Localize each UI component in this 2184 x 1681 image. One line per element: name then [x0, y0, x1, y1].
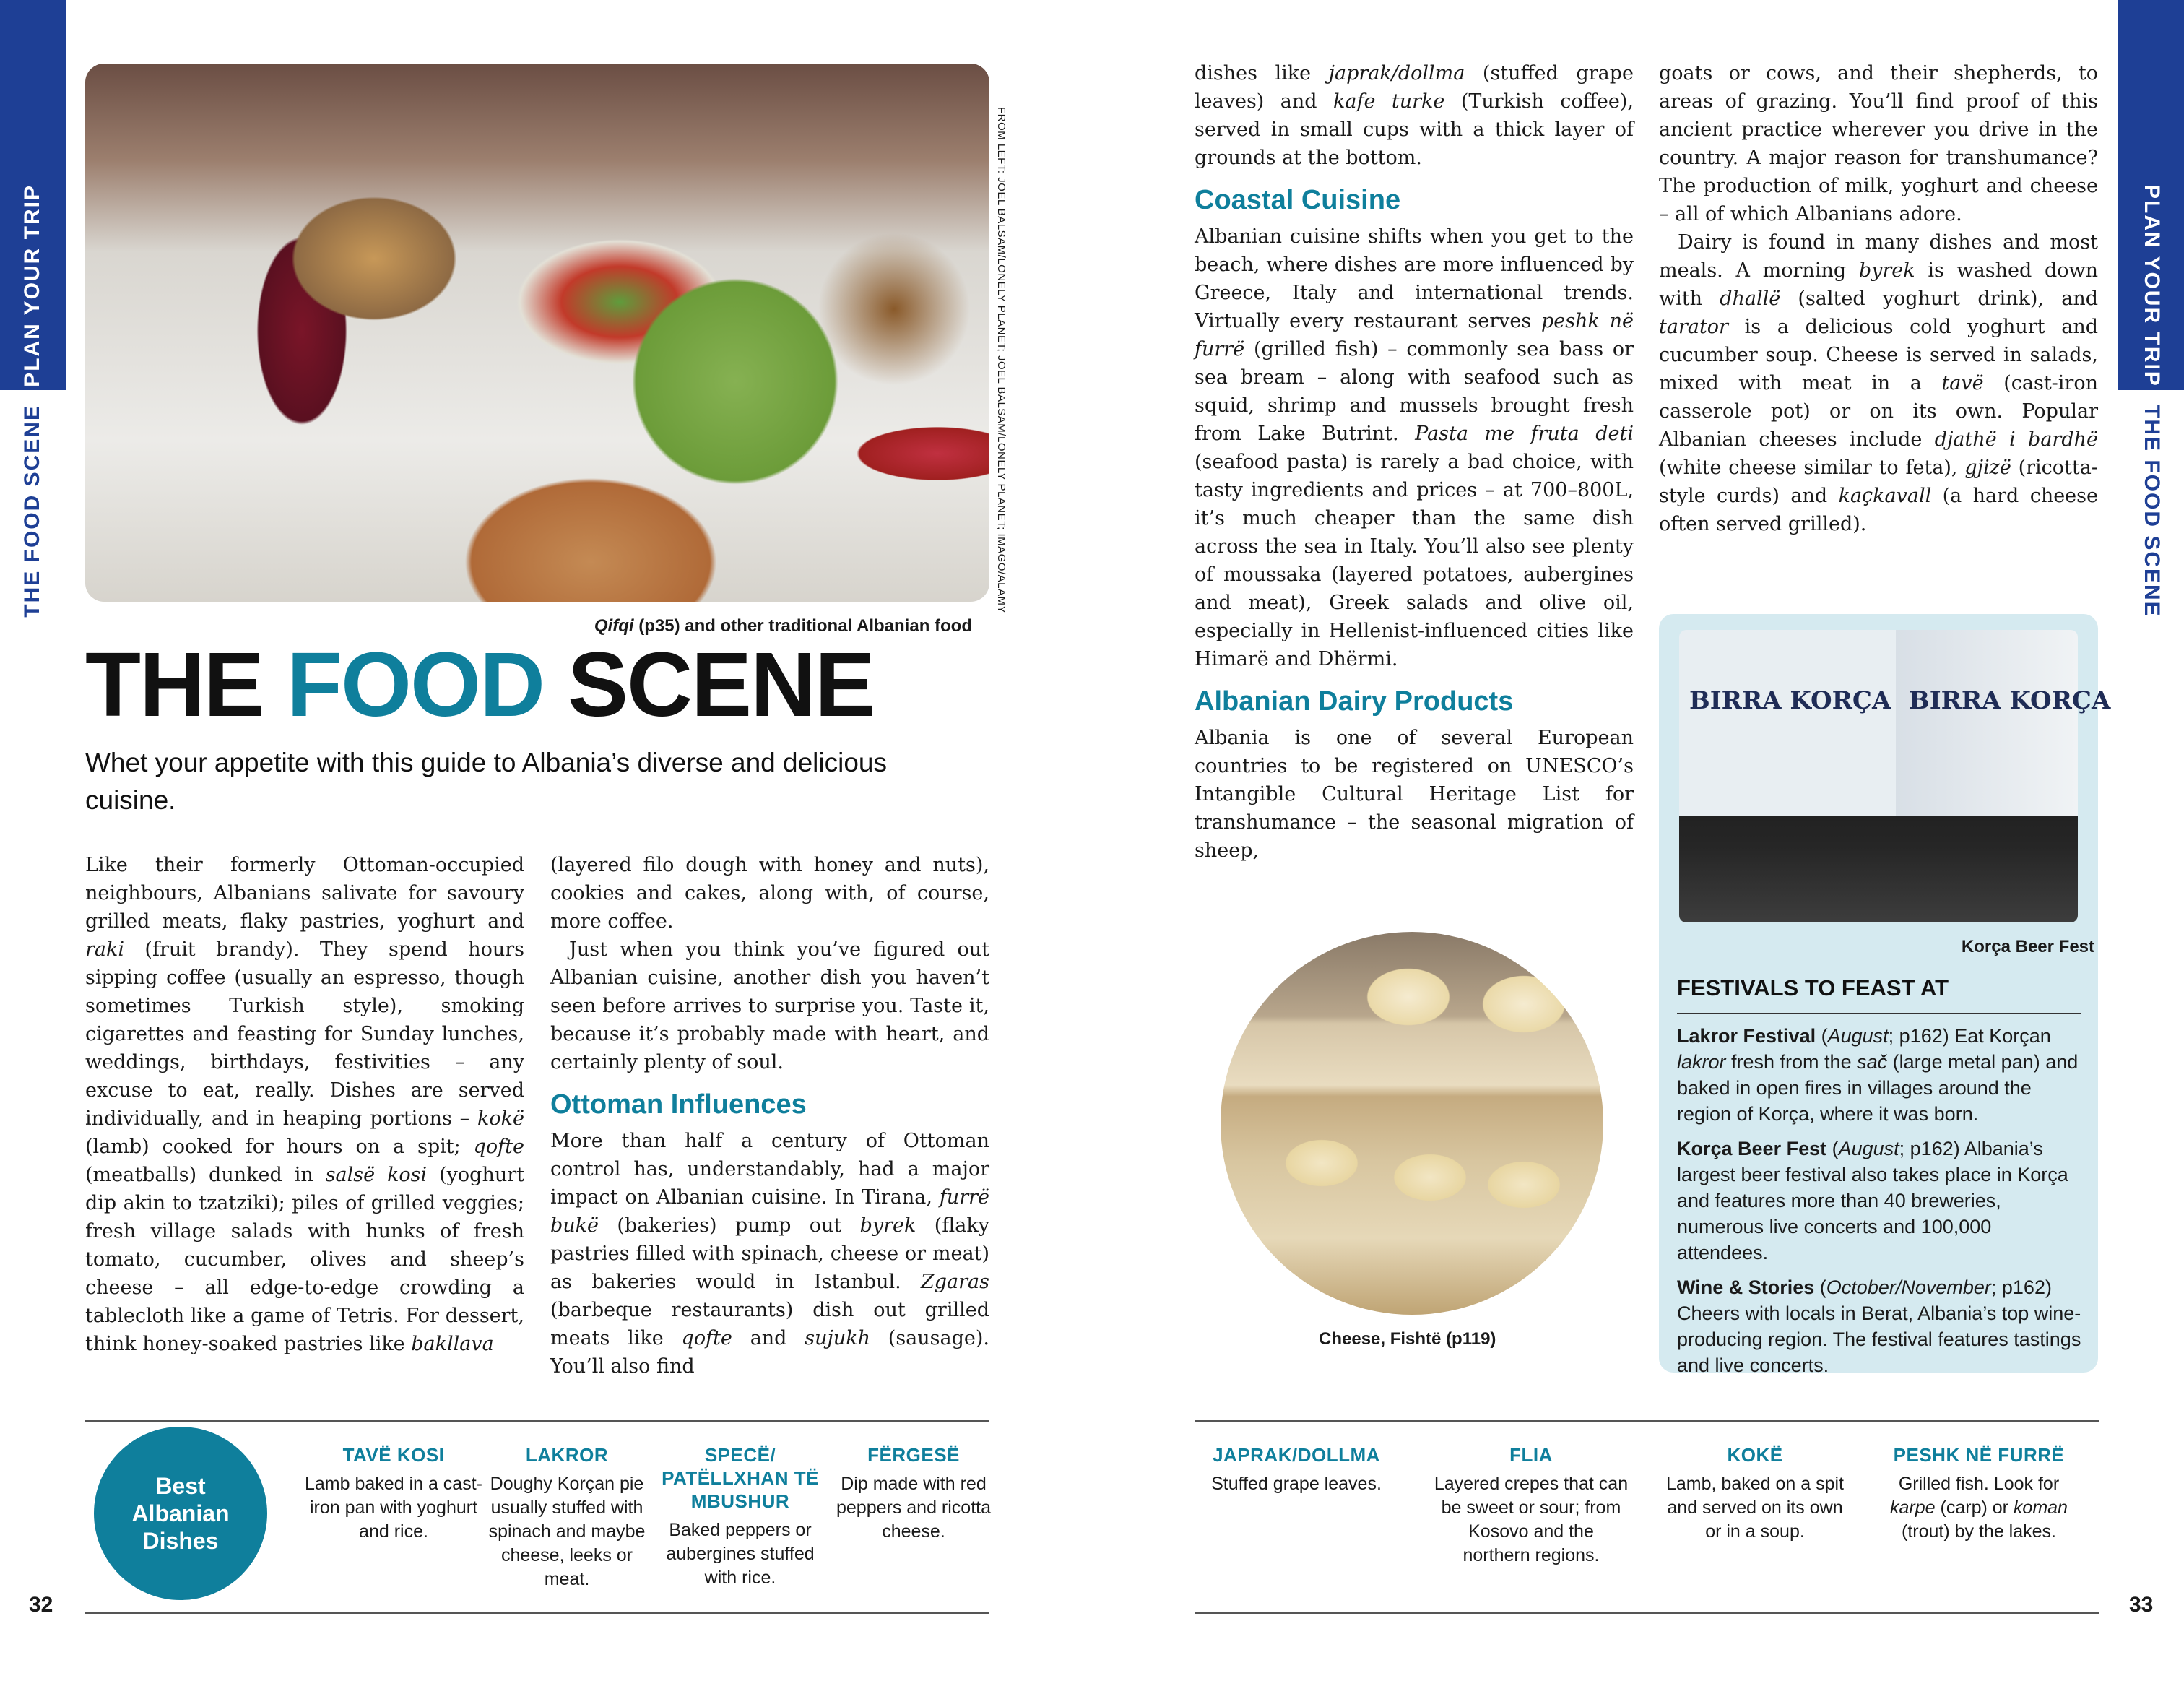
festival-when: August [1827, 1025, 1889, 1047]
title-accent: FOOD [287, 634, 544, 735]
text-run-italic: koman [2013, 1498, 2068, 1518]
cheese-photo [1221, 932, 1603, 1315]
body-paragraph [1195, 222, 1634, 673]
text-run-italic: bakllava [411, 1333, 494, 1355]
left-chapter-label: THE FOOD SCENE [20, 405, 44, 618]
text-run: dishes like [1195, 62, 1329, 85]
text-run-italic: kokë [477, 1107, 524, 1130]
text-run: (meatballs) dunked in [85, 1164, 326, 1186]
text-run: (trout) by the lakes. [1902, 1521, 2056, 1542]
text-run: (bakeries) pump out [599, 1214, 860, 1237]
festival-text-italic: sač [1857, 1051, 1888, 1073]
text-run: (a hard cheese often served grilled). [1659, 485, 2098, 535]
festival-when: October/November [1826, 1276, 1991, 1298]
photo-credit: FROM LEFT: JOEL BALSAM/LONELY PLANET; JOEL BALSAM/LONELY PLANET; IMAGO/ALAMY [995, 107, 1008, 613]
dish-name: FËRGESË [867, 1444, 960, 1466]
text-run: (ricotta-style curds) and [1659, 457, 2098, 507]
body-paragraph: Albania is one of several European countries to be registered on UNESCO’s Intangible Cultural Heritage List for transhumance – the seasonal migration of sheep, [1195, 727, 1634, 862]
text-run: (cast-iron casserole pot) or on its own. Popular Albanian cheeses include [1659, 372, 2098, 451]
best-dishes-badge-label: Best Albanian Dishes [131, 1473, 230, 1554]
text-run-italic: dhallë [1720, 288, 1781, 310]
festival-text-italic: lakror [1677, 1051, 1726, 1073]
text-run-italic: byrek [859, 1214, 916, 1237]
dish-lakror [477, 1443, 657, 1591]
heading-coastal: Coastal Cuisine [1195, 185, 1401, 215]
text-run-italic: byrek [1858, 259, 1915, 282]
text-run: (barbeque restaurants) dish out grilled meats like [550, 1299, 989, 1349]
body-paragraph: (layered filo dough with honey and nuts), cookies and cakes, along with, of course, more coffee. [550, 854, 989, 933]
body-paragraph [1659, 228, 2098, 538]
dish-fergese [823, 1443, 1004, 1544]
body-column-2 [550, 851, 989, 1380]
beer-banner-right: BIRRA KORÇA [1909, 686, 2111, 715]
festival-name: Korça Beer Fest [1677, 1138, 1827, 1159]
dish-peshk [1881, 1443, 2076, 1544]
intro-text: Whet your appetite with this guide to Albania’s diverse and delicious cuisine. [85, 748, 887, 815]
heading-dairy: Albanian Dairy Products [1195, 686, 1514, 717]
text-run: (flaky pastries filled with spinach, cheese or meat) as bakeries would in Istanbul. [550, 1214, 989, 1293]
text-run-italic: kaçkavall [1838, 485, 1932, 507]
festival-when: August [1838, 1138, 1899, 1159]
text-run-italic: karpe [1890, 1498, 1936, 1518]
text-run-italic: kafe turke [1333, 90, 1445, 113]
text-run: (stuffed grape leaves) and [1195, 62, 1634, 113]
text-run-italic: djathë i bardhë [1934, 428, 2098, 451]
text-run: (carp) or [1935, 1498, 2014, 1518]
dish-description: Layered crepes that can be sweet or sour; from Kosovo and the northern regions. [1434, 1474, 1629, 1565]
dishes-bottom-rule-right [1195, 1612, 2099, 1614]
festival-name: Lakror Festival [1677, 1025, 1816, 1047]
text-run: is washed down with [1659, 259, 2098, 310]
dish-japrak [1202, 1443, 1390, 1496]
text-run-italic: gjizë [1964, 457, 2011, 479]
body-paragraph [550, 1127, 989, 1380]
caption-dish-name: Qifqi [594, 616, 634, 636]
title-part-1: THE [85, 634, 287, 735]
festival-page: ; p162) [1899, 1138, 1964, 1159]
beer-fest-photo [1679, 630, 2111, 922]
festival-item: Lakror Festival (August; p162) Eat Korçan lakror fresh from the sač (large metal pan) and baked in open fires in villages around the region of Korça, where it was born. [1677, 1025, 2079, 1125]
text-run: Albanian cuisine shifts when you get to the beach, where dishes are more influenced by Greece, Italy and international trends. Virtually every restaurant serves [1195, 225, 1634, 332]
right-chapter-label: THE FOOD SCENE [2140, 405, 2164, 618]
dish-description: Lamb, baked on a spit and served on its own or in a soup. [1666, 1474, 1844, 1542]
text-run: (lamb) cooked for hours on a spit; [85, 1136, 474, 1158]
heading-ottoman: Ottoman Influences [550, 1089, 807, 1120]
dish-description: Stuffed grape leaves. [1211, 1474, 1382, 1494]
festival-page: ; p162) [1990, 1276, 2052, 1298]
festival-text: (large metal pan) and baked in open fires in villages around the region of Korça, where it was born. [1677, 1051, 2079, 1125]
text-run: is a delicious cold yoghurt and cucumber soup. Cheese is served in salads, mixed with meat in a [1659, 316, 2098, 394]
festivals-list [1677, 1023, 2081, 1387]
text-run-italic: qofte [681, 1327, 732, 1349]
dish-name: JAPRAK/DOLLMA [1213, 1444, 1380, 1466]
text-run-italic: Pasta me fruta deti [1415, 423, 1634, 445]
right-section-label: PLAN YOUR TRIP [2140, 184, 2164, 387]
text-run-italic: tarator [1659, 316, 1728, 338]
festival-item: Wine & Stories (October/November; p162) Cheers with locals in Berat, Albania’s top wine-producing region. The festival features tastings and live concerts. [1677, 1276, 2081, 1376]
best-dishes-badge [94, 1427, 267, 1600]
beer-banner-left: BIRRA KORÇA [1689, 686, 1892, 715]
dishes-top-rule-right [1195, 1420, 2099, 1422]
body-paragraph [1195, 59, 1634, 172]
dish-name: TAVË KOSI [342, 1444, 445, 1466]
body-paragraph: Just when you think you’ve figured out Albanian cuisine, another dish you haven’t seen before arrives to surprise you. Taste it, because it’s probably made with heart, and certainly plenty of soul. [550, 938, 989, 1073]
text-run: More than half a century of Ottoman control has, understandably, had a major impact on Albanian cuisine. In Tirana, [550, 1130, 989, 1209]
dish-description: Baked peppers or aubergines stuffed with rice. [666, 1520, 815, 1588]
left-section-label: PLAN YOUR TRIP [20, 184, 44, 387]
food-photo [85, 64, 989, 602]
text-run-italic: Zgaras [920, 1271, 989, 1293]
festival-text: fresh from the [1725, 1051, 1858, 1073]
dish-name: PESHK NË FURRË [1893, 1444, 2065, 1466]
page-title [85, 634, 875, 735]
dish-description: Doughy Korçan pie usually stuffed with spinach and maybe cheese, leeks or meat. [488, 1474, 646, 1589]
festival-page: ; p162) [1888, 1025, 1955, 1047]
text-run-italic: salsë kosi [325, 1164, 428, 1186]
text-run: (seafood pasta) is rarely a bad choice, with tasty ingredients and prices – at 700–800L, it’s much cheaper than the same dish across the sea in Italy. You’ll also see plenty of moussaka (layered potatoes, aubergines and meat), Greek salads and olive oil, especially in Hellenist-influenced cities like Himarë and Dhërmi. [1195, 451, 1634, 670]
dish-description: Dip made with red peppers and ricotta cheese. [836, 1474, 992, 1542]
festival-text: Cheers with locals in Berat, Albania’s top wine-producing region. The festival features tastings and live concerts. [1677, 1302, 2081, 1376]
dish-flia [1434, 1443, 1629, 1568]
dish-name: LAKROR [525, 1444, 609, 1466]
festivals-heading: FESTIVALS TO FEAST AT [1677, 975, 2081, 1014]
text-run: (Turkish coffee), served in small cups with a thick layer of grounds at the bottom. [1195, 90, 1634, 169]
title-part-2: SCENE [544, 634, 875, 735]
body-column-3 [1195, 59, 1634, 865]
text-run: (grilled fish) – commonly sea bass or sea bream – along with seafood such as squid, shrimp and mussels brought fresh from Lake Butrint. [1195, 338, 1634, 445]
dishes-top-rule-left [85, 1420, 989, 1422]
dish-name: FLIA [1509, 1444, 1553, 1466]
text-run-italic: peshk në furrë [1195, 310, 1634, 360]
body-paragraph [85, 851, 524, 1358]
text-run: Dairy is found in many dishes and most meals. A morning [1659, 231, 2098, 282]
text-run: (yoghurt dip akin to tzatziki); piles of grilled veggies; fresh village salads with hunks of fresh tomato, cucumber, olives and sheep’s cheese – all edge-to-edge crowding a tablecloth like a game of Tetris. For dessert, think honey-soaked pastries like [85, 1164, 525, 1355]
text-run-italic: qofte [473, 1136, 524, 1158]
text-run: and [732, 1327, 805, 1349]
dish-spece [650, 1443, 831, 1590]
dish-name: KOKË [1727, 1444, 1783, 1466]
page-number-left: 32 [29, 1593, 53, 1617]
dish-name: SPECË/ PATËLLXHAN TË MBUSHUR [662, 1444, 819, 1512]
text-run: (white cheese similar to feta), [1659, 457, 1965, 479]
text-run: (fruit brandy). They spend hours sipping coffee (usually an espresso, though sometimes Turkish style), smoking cigarettes and feasting for Sunday lunches, weddings, birthdays, festivities – any excuse to eat, really. Dishes are served individually, and in heaping portions – [85, 938, 524, 1130]
page-number-right: 33 [2129, 1593, 2154, 1617]
dish-koke [1658, 1443, 1852, 1544]
dish-description [1881, 1472, 2076, 1544]
body-column-1 [85, 851, 524, 1358]
festival-item: Korça Beer Fest (August; p162) Albania’s largest beer festival also takes place in Korça and features more than 40 breweries, numerous live concerts and 100,000 attendees. [1677, 1138, 2068, 1263]
dish-tave-kosi [303, 1443, 484, 1544]
text-run-italic: tavë [1941, 372, 1984, 394]
text-run: Grilled fish. Look for [1898, 1474, 2060, 1494]
text-run: Like their formerly Ottoman-occupied neighbours, Albanians salivate for savoury grilled meats, flaky pastries, yoghurt and [85, 854, 524, 933]
dish-description: Lamb baked in a cast-iron pan with yoghurt and rice. [305, 1474, 482, 1542]
text-run-italic: furrë bukë [550, 1186, 989, 1237]
body-paragraph: goats or cows, and their shepherds, to areas of grazing. You’ll find proof of this ancient practice wherever you drive in the country. A major reason for transhumance? The production of milk, yoghurt and cheese – all of which Albanians adore. [1659, 62, 2098, 225]
dishes-bottom-rule-left [85, 1612, 989, 1614]
cheese-photo-caption: Cheese, Fishtë (p119) [1319, 1329, 1496, 1349]
body-column-4 [1659, 59, 2098, 538]
text-run-italic: sujukh [805, 1327, 871, 1349]
festival-text: Albania’s largest beer festival also takes place in Korça and features more than 40 breweries, numerous live concerts and 100,000 attendees. [1677, 1138, 2068, 1263]
beer-fest-caption: Korça Beer Fest [1961, 937, 2094, 956]
festival-name: Wine & Stories [1677, 1276, 1815, 1298]
caption-rest: (p35) and other traditional Albanian food [633, 616, 972, 636]
festival-text: Eat Korçan [1954, 1025, 2051, 1047]
text-run: (salted yoghurt drink), and [1780, 288, 2098, 310]
text-run-italic: japrak/dollma [1328, 62, 1465, 85]
text-run-italic: raki [85, 938, 124, 961]
text-run: (sausage). You’ll also find [550, 1327, 989, 1378]
